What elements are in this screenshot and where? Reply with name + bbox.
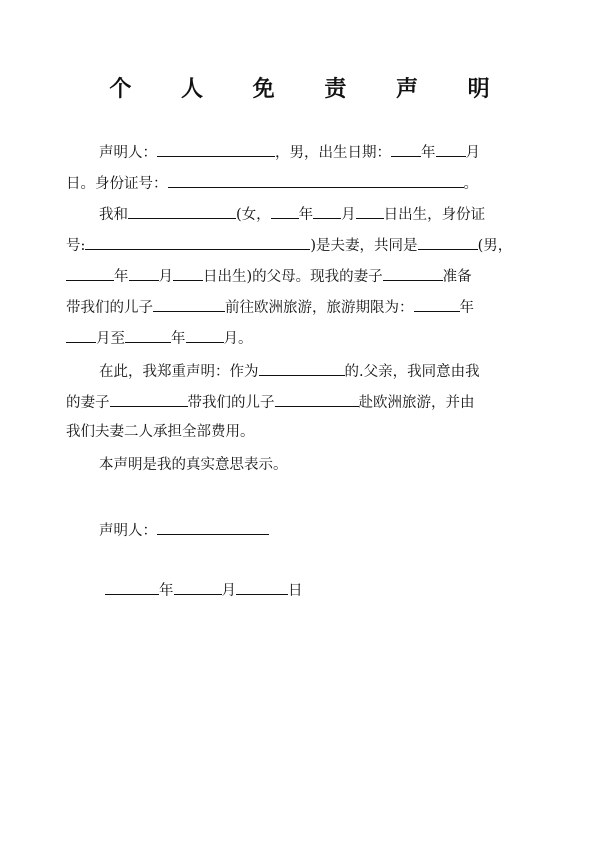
consent-line: [66, 391, 536, 413]
year-label: 年: [459, 300, 474, 316]
year-label: 年: [171, 331, 186, 347]
wife-name-field-2[interactable]: [383, 265, 443, 281]
gender-label: ，男，出生日期：: [275, 145, 391, 161]
parents-label: 日出生)的父母。现我的妻子: [203, 269, 383, 285]
prepare-label: 准备: [442, 269, 472, 285]
me-and-label: 我和: [99, 207, 128, 223]
child-name-field-2[interactable]: [259, 360, 345, 376]
declarant-name-field[interactable]: [157, 141, 275, 157]
declarant-line: [99, 141, 569, 163]
signature-field[interactable]: [157, 519, 269, 535]
spouses-label: )是夫妻，共同是: [310, 238, 418, 254]
wife-birth-day-field[interactable]: [356, 203, 384, 219]
child-birth-line: [66, 265, 536, 287]
date-month-field[interactable]: [174, 579, 222, 595]
son-name-field-2[interactable]: [275, 391, 359, 407]
wife-name-field[interactable]: [128, 203, 236, 219]
sincere-label: 本声明是我的真实意思表示。: [99, 457, 288, 473]
go-europe-label: 前往欧洲旅游，旅游期限为：: [225, 300, 414, 316]
spouse-line: [99, 203, 569, 225]
day-label: 日: [288, 583, 303, 599]
period: 。: [463, 176, 478, 192]
declarant-label: 声明人：: [99, 145, 157, 161]
month-to-label: 月至: [96, 331, 125, 347]
son-name-field[interactable]: [153, 296, 225, 312]
male-label: (男，: [477, 238, 513, 254]
year-label: 年: [421, 145, 436, 161]
id-number-field[interactable]: [168, 172, 464, 188]
trip-period-line: [66, 327, 536, 349]
statement-label: 在此，我郑重声明：作为: [99, 364, 259, 380]
id-label: 号:: [66, 238, 86, 254]
born-label: 日出生，身份证: [383, 207, 486, 223]
wife-id-line: [66, 234, 536, 256]
female-label: (女，: [236, 207, 271, 223]
wife-label: 的妻子: [66, 395, 110, 411]
child-birth-day-field[interactable]: [173, 265, 203, 281]
birth-month-field[interactable]: [436, 141, 466, 157]
year-label: 年: [114, 269, 129, 285]
sincere-line: [99, 455, 569, 475]
month-label: 月。: [223, 331, 253, 347]
id-line: [66, 172, 536, 194]
id-label: 日。身份证号：: [66, 176, 168, 192]
birth-year-field[interactable]: [391, 141, 421, 157]
year-label: 年: [298, 207, 314, 223]
costs-line: [66, 422, 536, 442]
trip-end-month-field[interactable]: [186, 327, 224, 343]
child-birth-month-field[interactable]: [129, 265, 159, 281]
take-son-label: 带我们的儿子: [66, 300, 153, 316]
date-line: [105, 579, 575, 601]
go-label: 赴欧洲旅游，并由: [358, 395, 475, 411]
date-day-field[interactable]: [236, 579, 288, 595]
month-label: 月: [341, 207, 356, 223]
wife-birth-year-field[interactable]: [271, 203, 299, 219]
document-title: 个 人 免 责 声 明: [109, 76, 511, 102]
wife-id-field[interactable]: [85, 234, 310, 250]
trip-line: [66, 296, 536, 318]
wife-birth-month-field[interactable]: [313, 203, 341, 219]
father-label: 的.父亲，我同意由我: [344, 364, 480, 380]
month-label: 月: [221, 583, 236, 599]
year-label: 年: [159, 583, 174, 599]
month-label: 月: [158, 269, 173, 285]
costs-label: 我们夫妻二人承担全部费用。: [66, 424, 255, 440]
child-name-field[interactable]: [418, 234, 478, 250]
month-label: 月: [465, 145, 480, 161]
trip-start-month-field[interactable]: [66, 327, 96, 343]
take-son-label: 带我们的儿子: [187, 395, 275, 411]
wife-name-field-3[interactable]: [110, 391, 188, 407]
trip-start-year-field[interactable]: [414, 296, 460, 312]
trip-end-year-field[interactable]: [125, 327, 171, 343]
child-birth-year-field[interactable]: [66, 265, 114, 281]
date-year-field[interactable]: [105, 579, 159, 595]
signature-label: 声明人：: [99, 523, 157, 539]
signature-line: [99, 519, 569, 541]
statement-line: [99, 360, 569, 382]
